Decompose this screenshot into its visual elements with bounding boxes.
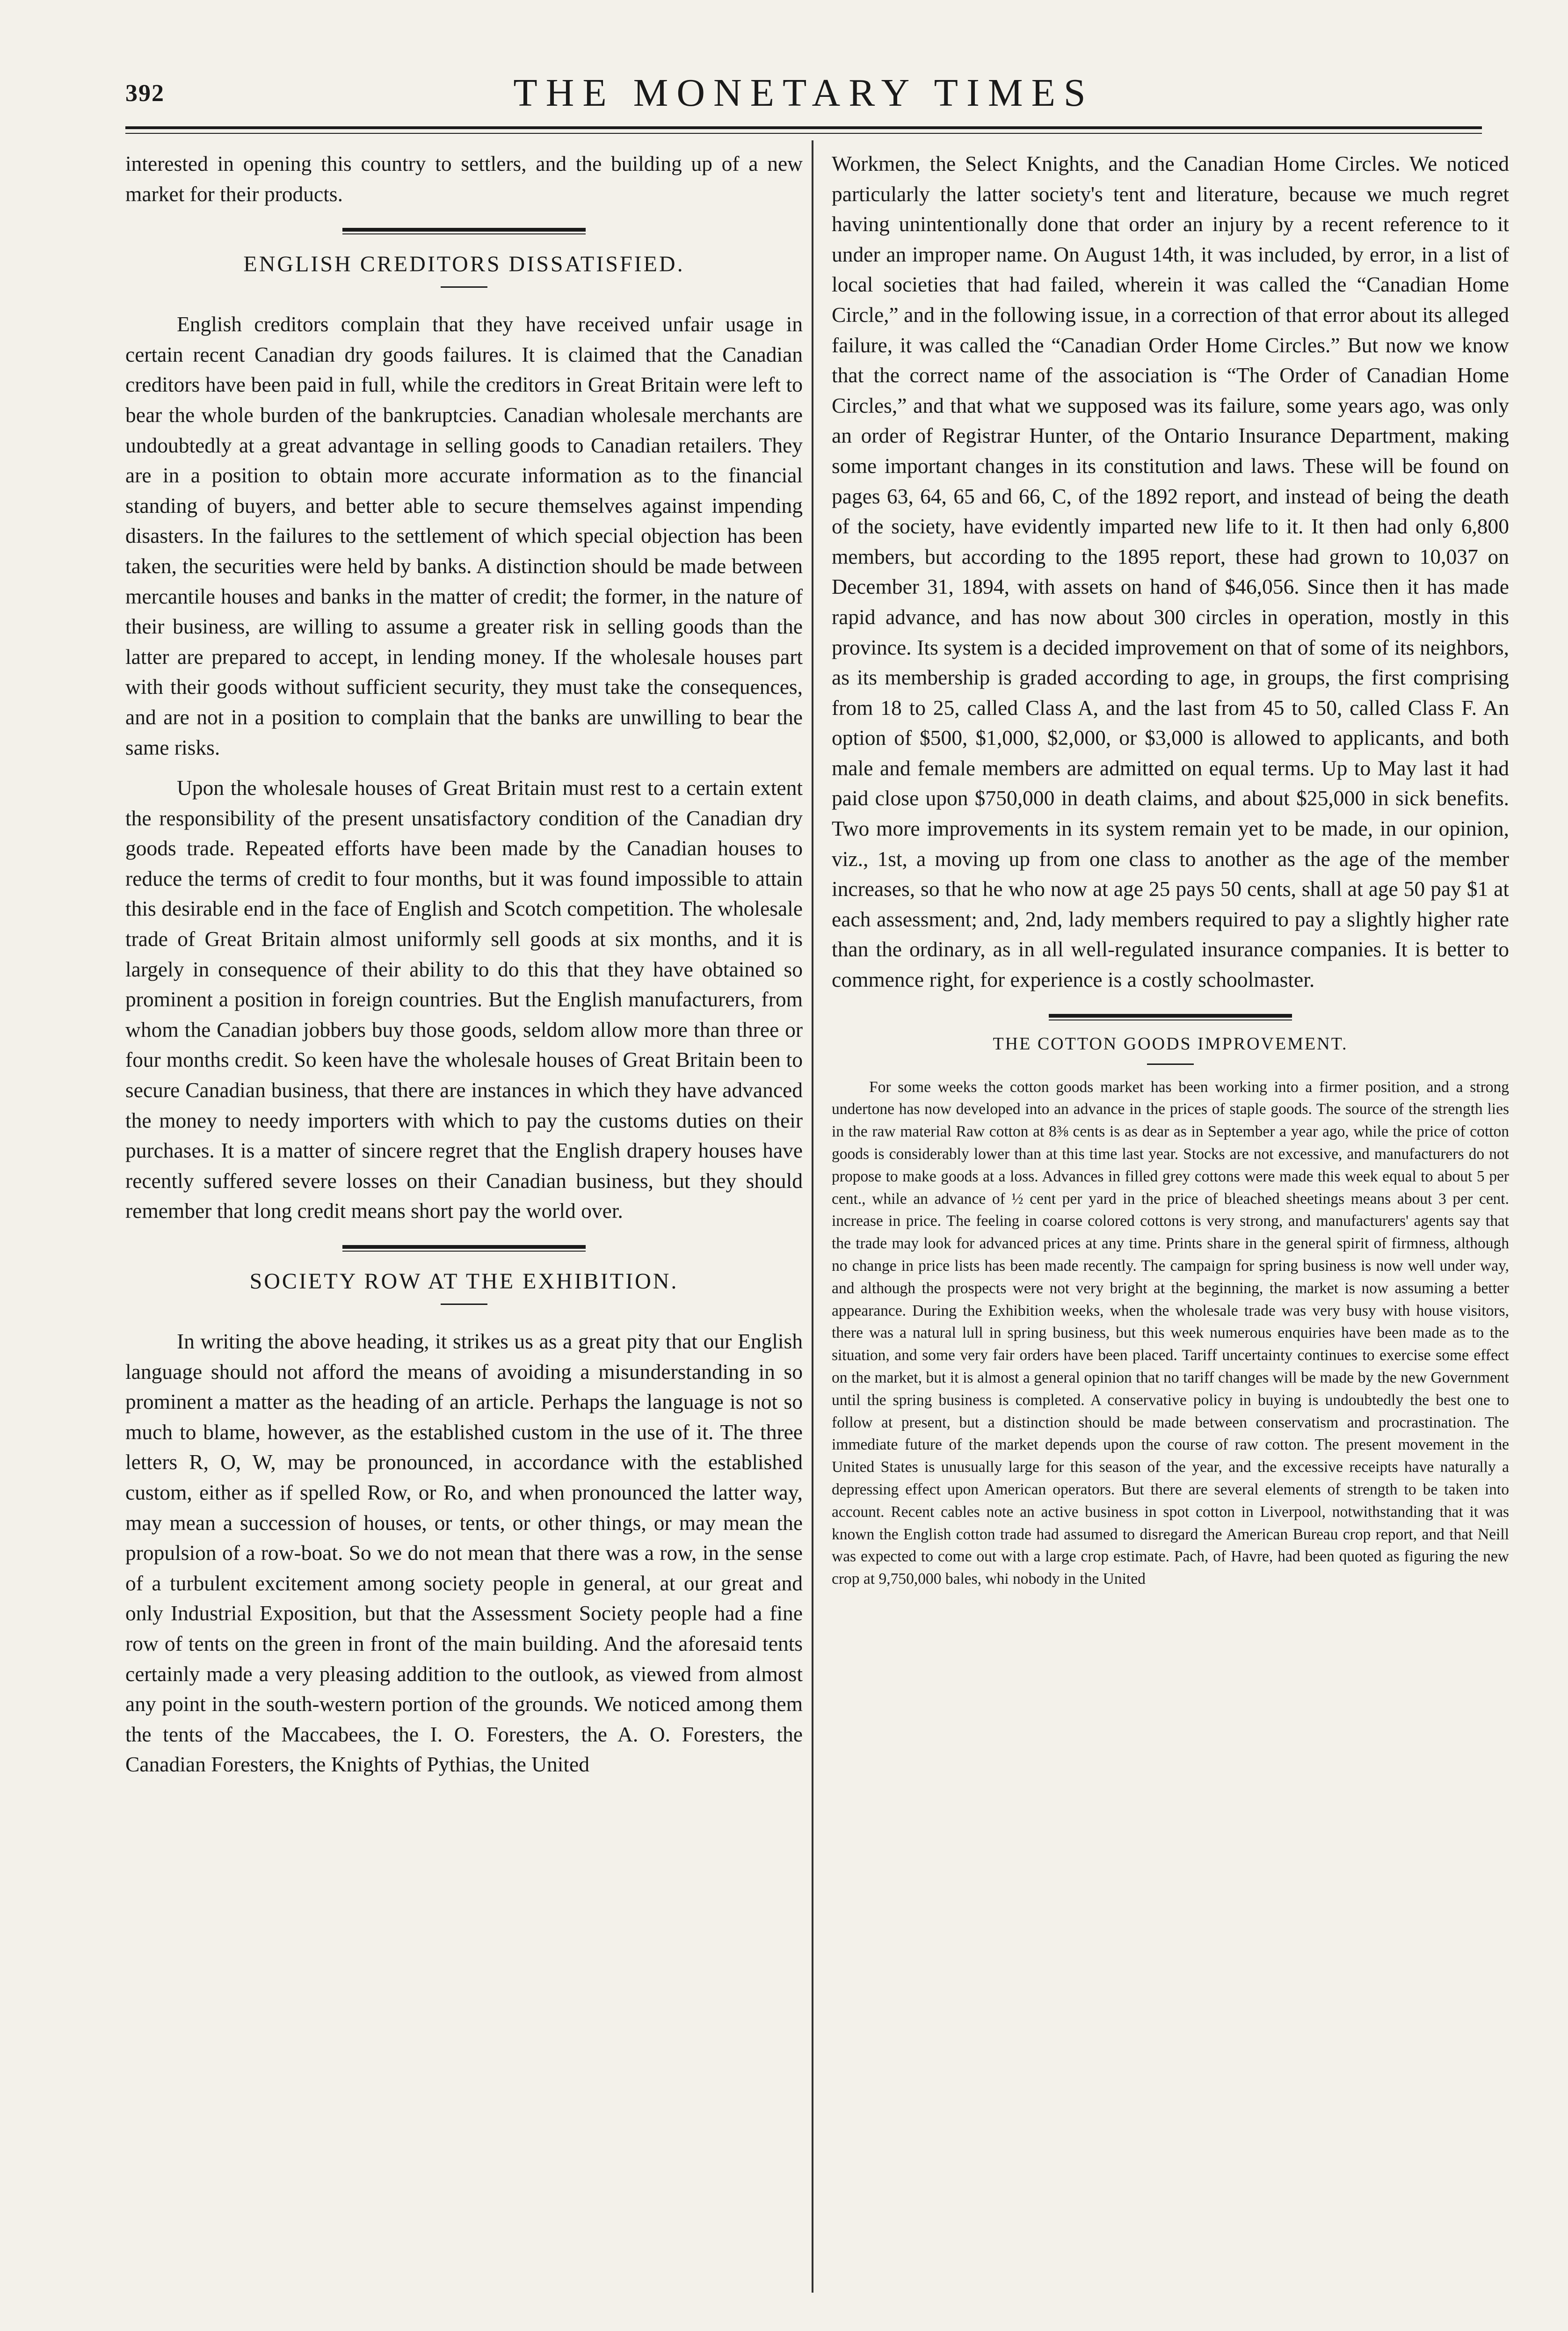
- header-rule-thin: [125, 133, 1482, 134]
- section-rule-thin: [342, 233, 586, 234]
- section-rule: [1049, 1014, 1292, 1018]
- section-rule: [342, 228, 586, 232]
- page-number: 392: [125, 80, 165, 107]
- article-paragraph-small: For some weeks the cotton goods market has been working into a firmer position, and a strong undertone has now developed into an advance in the prices of staple goods. The source of the strength lies in the raw material Raw cotton at 8⅜ cents is as dear as in September a year ago, while the price of cotton goods is considerably lower than at this time last year. Stocks are not excessive, and manufacturers do not propose to make goods at a loss. Advances in filled grey cottons were made this week equal to about 5 per cent., while an advance of ½ cent per yard in the price of bleached sheetings means about 3 per cent. increase in price. The feeling in coarse colored cottons is very strong, and manufacturers' agents say that the trade may look for advanced prices at any time. Prints share in the general spirit of firmness, although no change in price lists has been made recently. The campaign for spring business is now well under way, and although the prospects were not very bright at the beginning, the market is now assuming a better appearance. During the Exhibition weeks, when the wholesale trade was very busy with house visitors, there was a natural lull in spring business, but this week numerous enquiries have been made as to the situation, and some very fair orders have been placed. Tariff uncertainty continues to exercise some effect on the market, but it is almost a general opinion that no tariff changes will be made by the new Government until the spring business is completed. A conservative policy in buying is undoubtedly the best one to follow at present, but a distinction should be made between conservatism and procrastination. The immediate future of the market depends upon the course of raw cotton. The present movement in the United States is unusually large for this season of the year, and the excessive receipts have naturally a depressing effect upon American operators. But there are several elements of strength to be taken into account. Recent cables note an active business in spot cotton in Liverpool, notwithstanding that it was known the English cotton trade had assumed to disregard the American Bureau crop report, and that Neill was expected to come out with a large crop estimate. Pach, of Havre, had been quoted as figuring the new crop at 9,750,000 bales, whi nobody in the United: [832, 1078, 1509, 1588]
- continuation-paragraph: interested in opening this country to settlers, and the building up of a new market for their products.: [125, 152, 803, 206]
- section-rule-thin: [342, 1251, 586, 1252]
- header-rule: [125, 126, 1482, 129]
- article-heading-cotton-goods: THE COTTON GOODS IMPROVEMENT.: [993, 1034, 1348, 1054]
- left-column: [125, 149, 803, 1780]
- continuation-paragraph: Workmen, the Select Knights, and the Canadian Home Circles. We noticed particularly the latter society's tent and literature, because we much regret having unintentionally done that order an injury by a recent reference to it under an improper name. On August 14th, it was included, by error, in a list of local societies that had failed, wherein it was called the “Canadian Home Circle,” and in the following issue, in a correction of that error about its alleged failure, it was called the “Canadian Order Home Circles.” But now we know that the correct name of the association is “The Order of Canadian Home Circles,” and that what we supposed was its failure, some years ago, was only an order of Registrar Hunter, of the Ontario Insurance Department, making some important changes in its constitution and laws. These will be found on pages 63, 64, 65 and 66, C, of the 1892 report, and instead of being the death of the society, have evidently imparted new life to it. It then had only 6,800 members, but according to the 1895 report, these had grown to 10,037 on December 31, 1894, with assets on hand of $46,056. Since then it has made rapid advance, and has now about 300 circles in operation, mostly in this province. Its system is a decided improvement on that of some of its neighbors, as its membership is graded according to age, in groups, the first comprising from 18 to 25, called Class A, and the last from 45 to 50, called Class F. An option of $500, $1,000, $2,000, or $3,000 is allowed to applicants, and both male and female members are admitted on equal terms. Up to May last it had paid close upon $750,000 in death claims, and about $25,000 in sick benefits. Two more improvements in its system remain yet to be made, in our opinion, viz., 1st, a moving up from one class to another as the age of the member increases, so that he who now at age 25 pays 50 cents, shall at age 50 pay $1 at each assessment; and, 2nd, lady members required to pay a slightly higher rate than the ordinary, as in all well-regulated insurance companies. It is better to commence right, for experience is a costly schoolmaster.: [832, 152, 1509, 992]
- article-paragraph: English creditors complain that they have received unfair usage in certain recent Canadian dry goods failures. It is claimed that the Canadian creditors have been paid in full, while the creditors in Great Britain were left to bear the whole burden of the bankruptcies. Canadian wholesale merchants are undoubtedly at a great advantage in selling goods to Canadian retailers. They are in a position to obtain more accurate information as to the financial standing of buyers, and better able to secure themselves against impending disasters. In the failures to the settlement of which special objection has been taken, the securities were held by banks. A distinction should be made between mercantile houses and banks in the matter of credit; the former, in the nature of their business, are willing to assume a greater risk in selling goods than the latter are prepared to accept, in lending money. If the wholesale houses part with their goods without sufficient security, they must take the consequences, and are not in a position to complain that the banks are unwilling to bear the same risks.: [125, 312, 803, 759]
- publication-title: THE MONETARY TIMES: [513, 71, 1094, 115]
- article-paragraph: In writing the above heading, it strikes us as a great pity that our English language should not afford the means of avoiding a misunderstanding in so prominent a matter as the heading of an article. Perhaps the language is not so much to blame, however, as the established custom in the use of it. The three letters R, O, W, may be pronounced, in accordance with the established custom, either as if spelled Row, or Ro, and when pronounced the latter way, may mean a succession of houses, or tents, or other things, or may mean the propulsion of a row-boat. So we do not mean that there was a row, in the sense of a turbulent excitement among society people in general, at our great and only Industrial Exposition, but that the Assessment Society people had a fine row of tents on the green in front of the main building. And the aforesaid tents certainly made a very pleasing addition to the outlook, as viewed from almost any point in the south-western portion of the grounds. We noticed among them the tents of the Maccabees, the I. O. Foresters, the A. O. Foresters, the Canadian Foresters, the Knights of Pythias, the United: [125, 1329, 803, 1777]
- article-paragraph: Upon the wholesale houses of Great Britain must rest to a certain extent the responsibility of the present unsatisfactory condition of the Canadian dry goods trade. Repeated efforts have been made by the Canadian houses to reduce the terms of credit to four months, but it was found impossible to attain this desirable end in the face of English and Scotch competition. The wholesale trade of Great Britain almost uniformly sell goods at six months, and it is largely in consequence of their ability to do this that they have obtained so prominent a position in foreign countries. But the English manufacturers, from whom the Canadian jobbers buy those goods, seldom allow more than three or four months credit. So keen have the wholesale houses of Great Britain been to secure Canadian business, that there are instances in which they have advanced the money to needy importers with which to pay the customs duties on their purchases. It is a matter of sincere regret that the English drapery houses have recently suffered severe losses on their Canadian business, but they should remember that long credit means short pay the world over.: [125, 776, 803, 1223]
- section-rule: [342, 1245, 586, 1249]
- article-heading-english-creditors: ENGLISH CREDITORS DISSATISFIED.: [243, 252, 685, 277]
- right-column: [832, 149, 1509, 1590]
- masthead: [125, 70, 1482, 126]
- column-divider: [812, 140, 813, 2293]
- article-heading-society-row: SOCIETY ROW AT THE EXHIBITION.: [249, 1269, 679, 1294]
